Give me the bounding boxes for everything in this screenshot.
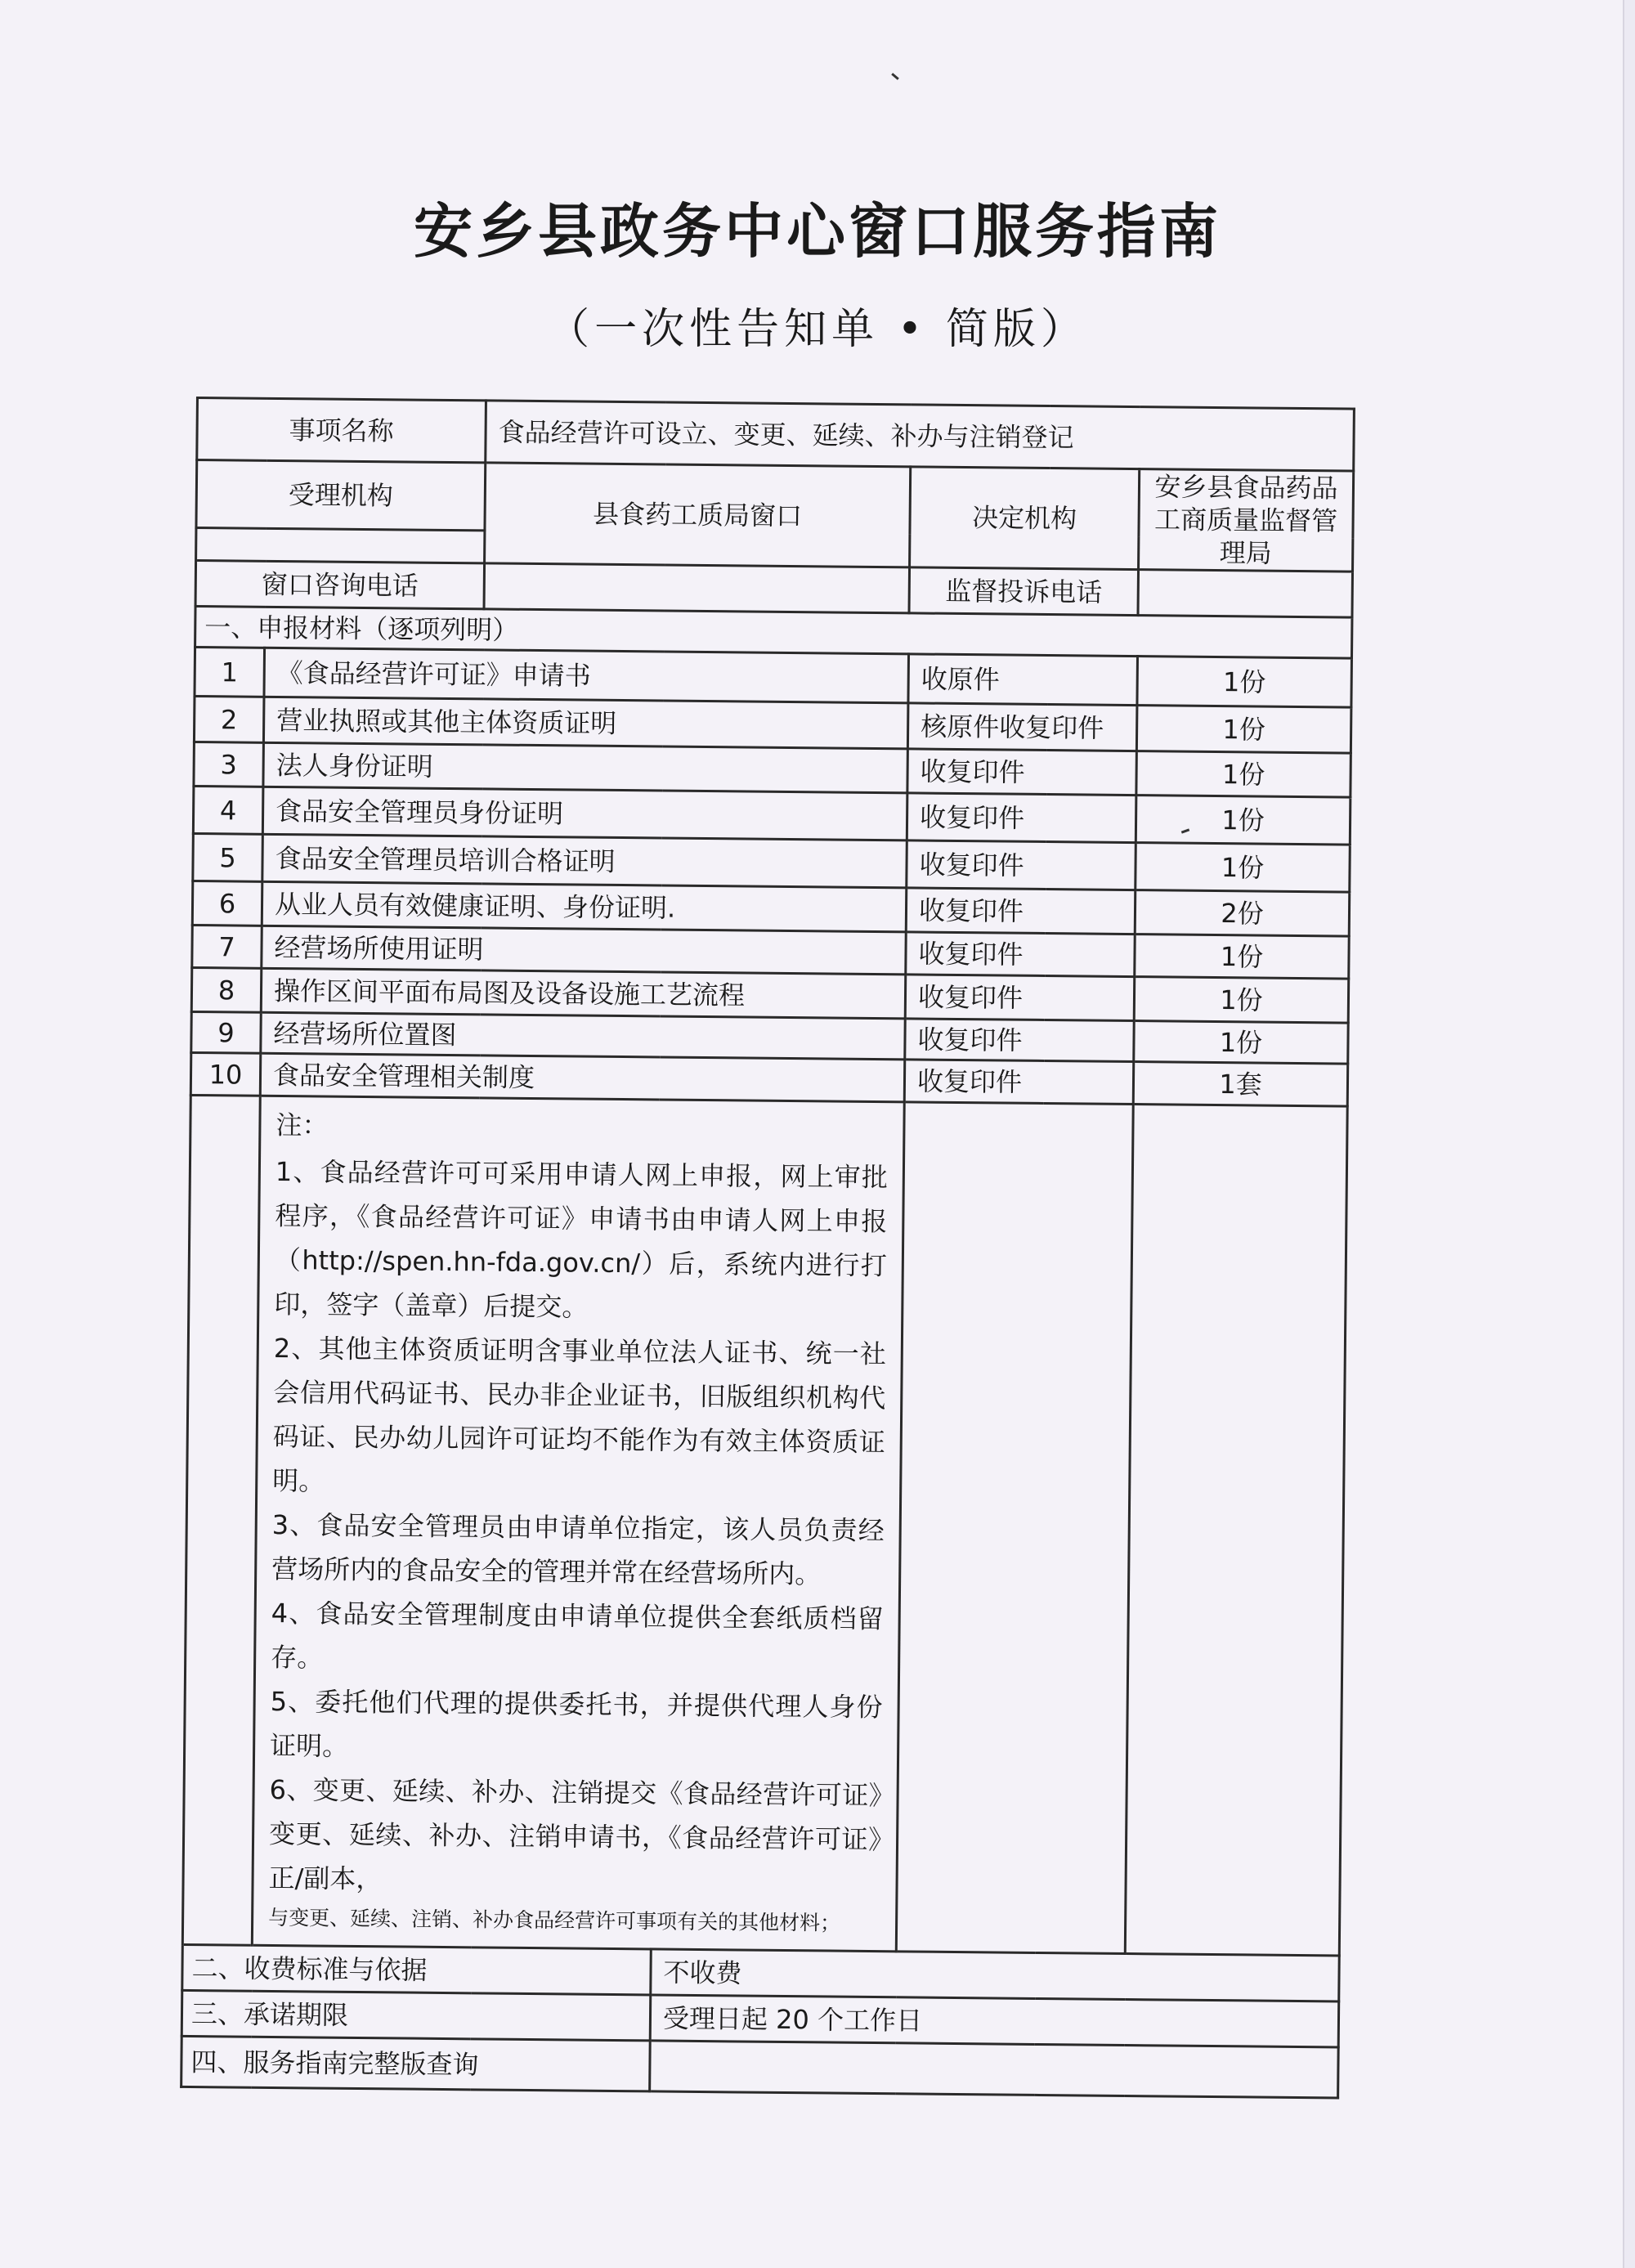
material-qty: 1份 xyxy=(1136,843,1351,893)
material-name: 《食品经营许可证》申请书 xyxy=(264,648,909,703)
material-no: 4 xyxy=(193,786,263,834)
item-name-row xyxy=(197,398,1355,472)
material-name: 经营场所位置图 xyxy=(261,1012,905,1060)
notes-cell xyxy=(252,1096,904,1952)
material-qty: 2份 xyxy=(1135,890,1350,937)
note-item-2: 2、其他主体资质证明含事业单位法人证书、统一社会信用代码证书、民办非企业证书，旧版组织机构代码证、民办幼儿园许可证均不能作为有效主体资质证明。 xyxy=(272,1332,886,1497)
deadline-label: 三、承诺期限 xyxy=(181,1990,651,2040)
service-guide-sheet xyxy=(181,397,1353,2080)
org-row xyxy=(196,460,1354,539)
material-method: 收复印件 xyxy=(905,1019,1134,1062)
material-qty: 1份 xyxy=(1136,796,1351,845)
note-item-6-continued: 与变更、延续、注销、补办食品经营许可事项有关的其他材料； xyxy=(268,1905,841,1935)
full-version-value xyxy=(650,2041,1339,2098)
acceptance-org-label: 受理机构 xyxy=(196,460,486,531)
full-version-row xyxy=(181,2036,1339,2098)
material-no: 10 xyxy=(190,1052,260,1096)
material-name: 经营场所使用证明 xyxy=(262,926,906,975)
material-name: 法人身份证明 xyxy=(263,742,907,793)
consult-phone-label: 窗口咨询电话 xyxy=(195,561,485,609)
material-no: 6 xyxy=(192,881,262,926)
fees-label: 二、收费标准与依据 xyxy=(182,1944,652,1994)
material-name: 食品安全管理员身份证明 xyxy=(262,787,907,840)
material-method: 收复印件 xyxy=(907,749,1137,796)
service-guide-table xyxy=(180,397,1355,2100)
material-name: 食品安全管理员培训合格证明 xyxy=(262,834,907,888)
material-method: 收复印件 xyxy=(906,888,1136,935)
material-no: 8 xyxy=(191,967,262,1012)
material-name: 操作区间平面布局图及设备设施工艺流程 xyxy=(261,968,905,1019)
material-method: 收复印件 xyxy=(906,932,1135,977)
material-qty: 1份 xyxy=(1137,657,1352,708)
material-method: 收复印件 xyxy=(907,840,1136,890)
scan-speck xyxy=(891,73,899,80)
notes-row xyxy=(182,1095,1347,1956)
notes-method-blank xyxy=(896,1102,1133,1954)
material-qty: 1份 xyxy=(1134,977,1349,1024)
full-version-label: 四、服务指南完整版查询 xyxy=(181,2036,651,2091)
material-no: 5 xyxy=(193,833,263,881)
material-name: 从业人员有效健康证明、身份证明. xyxy=(262,881,906,932)
note-item-5: 5、委托他们代理的提供委托书，并提供代理人身份证明。 xyxy=(269,1685,883,1762)
material-no: 7 xyxy=(192,925,262,968)
material-method: 收复印件 xyxy=(905,975,1135,1021)
notes-title: 注： xyxy=(275,1109,329,1141)
material-qty: 1份 xyxy=(1134,1021,1348,1065)
note-item-1: 1、食品经营许可可采用申请人网上申报，网上审批程序，《食品经营许可证》申请书由申请人网上申报（http://spen.hn-fda.gov.cn/）后，系统内进行打印，签字（盖章）后提交。 xyxy=(274,1155,889,1323)
material-method: 收复印件 xyxy=(907,793,1136,843)
material-qty: 1份 xyxy=(1136,751,1351,798)
note-item-6: 6、变更、延续、补办、注销提交《食品经营许可证》变更、延续、补办、注销申请书，《食品经营许可证》正/副本， xyxy=(268,1773,882,1895)
material-method: 收复印件 xyxy=(904,1060,1133,1105)
item-name-value: 食品经营许可设立、变更、延续、补办与注销登记 xyxy=(486,401,1355,471)
page-title: 安乡县政务中心窗口服务指南 xyxy=(413,196,1221,266)
material-name: 食品安全管理相关制度 xyxy=(260,1053,904,1102)
material-no: 9 xyxy=(191,1011,261,1053)
notes-qty-blank xyxy=(1125,1105,1347,1956)
material-no: 1 xyxy=(195,648,265,697)
notes-left-gutter xyxy=(182,1095,260,1945)
material-method: 收原件 xyxy=(908,654,1138,706)
item-name-label: 事项名称 xyxy=(197,398,486,463)
fees-value: 不收费 xyxy=(651,1949,1340,2001)
acceptance-org-value: 县食药工质局窗口 xyxy=(485,463,911,567)
materials-section-label: 一、申报材料（逐项列明） xyxy=(195,607,1352,659)
material-no: 2 xyxy=(194,696,264,742)
decision-org-label: 决定机构 xyxy=(910,467,1140,570)
material-no: 3 xyxy=(194,742,264,787)
consult-phone-value xyxy=(484,563,910,613)
material-qty: 1份 xyxy=(1135,935,1350,979)
material-qty: 1份 xyxy=(1136,706,1351,754)
complaint-phone-value xyxy=(1138,570,1353,618)
note-item-3: 3、食品安全管理员由申请单位指定，该人员负责经营场所内的食品安全的管理并常在经营场所内。 xyxy=(271,1508,885,1590)
material-name: 营业执照或其他主体资质证明 xyxy=(263,697,908,749)
page-subtitle: （一次性告知单 • 简版） xyxy=(547,305,1088,354)
complaint-phone-label: 监督投诉电话 xyxy=(909,567,1139,616)
decision-org-value: 安乡县食品药品工商质量监督管理局 xyxy=(1139,469,1354,572)
note-item-4: 4、食品安全管理制度由申请单位提供全套纸质档留存。 xyxy=(271,1597,884,1674)
material-method: 核原件收复印件 xyxy=(907,703,1137,751)
org-spacer-cell xyxy=(196,527,485,563)
deadline-value: 受理日起 20 个工作日 xyxy=(650,1995,1339,2047)
material-qty: 1套 xyxy=(1133,1062,1348,1107)
